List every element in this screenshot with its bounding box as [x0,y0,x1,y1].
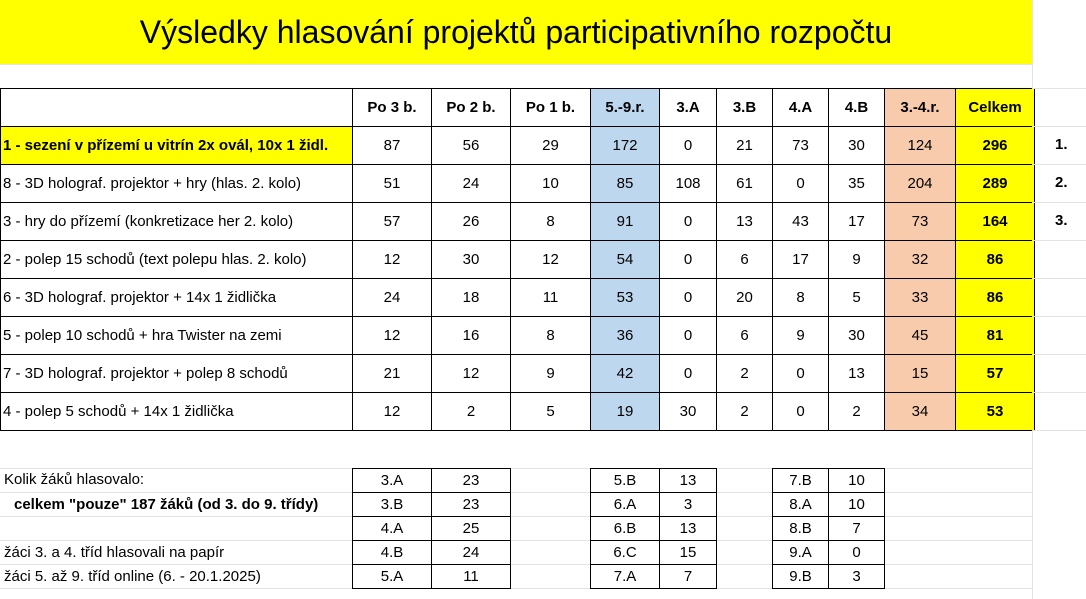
class-name: 9.B [773,565,829,589]
class-row [773,469,885,493]
project-name: 5 - polep 10 schodů + hra Twister na zemi [1,317,353,355]
value-cell: 21 [353,355,432,393]
voter-count: 15 [660,541,717,565]
gridline [1032,126,1086,127]
voter-count: 11 [432,565,511,589]
value-cell: 53 [956,393,1035,431]
class-row [591,565,717,589]
project-name: 4 - polep 5 schodů + 14x 1 židlička [1,393,353,431]
class-name: 7.A [591,565,660,589]
value-cell: 0 [660,355,717,393]
column-header: Po 3 b. [353,89,432,127]
project-name: 3 - hry do přízemí (konkretizace her 2. kolo) [1,203,353,241]
value-cell: 164 [956,203,1035,241]
column-header: 4.A [773,89,829,127]
rank-label: 3. [1055,212,1068,229]
value-cell: 0 [660,317,717,355]
class-row [591,517,717,541]
value-cell: 13 [717,203,773,241]
value-cell: 12 [353,317,432,355]
value-cell: 12 [432,355,511,393]
voter-count: 13 [660,469,717,493]
table-row [1,203,1035,241]
value-cell: 16 [432,317,511,355]
table-row [1,241,1035,279]
table-row [1,279,1035,317]
value-cell: 56 [432,127,511,165]
class-name: 6.A [591,493,660,517]
value-cell: 172 [591,127,660,165]
value-cell: 12 [511,241,591,279]
value-cell: 73 [773,127,829,165]
value-cell: 30 [432,241,511,279]
value-cell: 5 [511,393,591,431]
column-header: 5.-9.r. [591,89,660,127]
value-cell: 9 [773,317,829,355]
value-cell: 0 [660,241,717,279]
value-cell: 30 [660,393,717,431]
value-cell: 24 [432,165,511,203]
value-cell: 21 [717,127,773,165]
table-row [1,165,1035,203]
value-cell: 33 [885,279,956,317]
class-row [773,565,885,589]
voters-label: Kolik žáků hlasovalo: [4,471,145,488]
class-name: 3.B [353,493,432,517]
gridline [1032,392,1086,393]
class-name: 4.B [353,541,432,565]
class-row [353,565,511,589]
value-cell: 17 [773,241,829,279]
value-cell: 0 [773,393,829,431]
value-cell: 29 [511,127,591,165]
value-cell: 61 [717,165,773,203]
value-cell: 0 [773,165,829,203]
class-row [773,541,885,565]
column-header: Po 1 b. [511,89,591,127]
class-name: 3.A [353,469,432,493]
voter-count: 0 [829,541,885,565]
rank-label: 1. [1055,136,1068,153]
value-cell: 0 [660,279,717,317]
voter-count: 3 [829,565,885,589]
value-cell: 36 [591,317,660,355]
class-row [773,493,885,517]
class-name: 4.A [353,517,432,541]
value-cell: 2 [432,393,511,431]
class-row [353,541,511,565]
class-name: 7.B [773,469,829,493]
value-cell: 11 [511,279,591,317]
value-cell: 85 [591,165,660,203]
value-cell: 0 [660,203,717,241]
value-cell: 53 [591,279,660,317]
value-cell: 54 [591,241,660,279]
value-cell: 57 [956,355,1035,393]
value-cell: 15 [885,355,956,393]
class-name: 8.B [773,517,829,541]
column-header: 4.B [829,89,885,127]
gridline [1032,316,1086,317]
project-name: 8 - 3D holograf. projektor + hry (hlas. 2. kolo) [1,165,353,203]
class-name: 6.C [591,541,660,565]
value-cell: 124 [885,127,956,165]
column-header [1,89,353,127]
value-cell: 30 [829,317,885,355]
value-cell: 10 [511,165,591,203]
value-cell: 5 [829,279,885,317]
table-row [1,127,1035,165]
class-row [773,517,885,541]
table-row [1,317,1035,355]
value-cell: 42 [591,355,660,393]
value-cell: 13 [829,355,885,393]
gridline [1032,240,1086,241]
value-cell: 73 [885,203,956,241]
column-header: Po 2 b. [432,89,511,127]
value-cell: 34 [885,393,956,431]
value-cell: 24 [353,279,432,317]
value-cell: 12 [353,393,432,431]
value-cell: 9 [511,355,591,393]
gridline [1032,278,1086,279]
gridline [0,64,1032,65]
class-table-3 [772,468,885,589]
voter-count: 24 [432,541,511,565]
project-name: 1 - sezení v přízemí u vitrín 2x ovál, 10x 1 židl. [1,127,353,165]
value-cell: 0 [660,127,717,165]
voter-count: 13 [660,517,717,541]
value-cell: 6 [717,317,773,355]
value-cell: 108 [660,165,717,203]
value-cell: 43 [773,203,829,241]
value-cell: 2 [829,393,885,431]
value-cell: 35 [829,165,885,203]
gridline [1032,164,1086,165]
value-cell: 17 [829,203,885,241]
value-cell: 57 [353,203,432,241]
voters-total-note: celkem "pouze" 187 žáků (od 3. do 9. třídy) [14,496,319,513]
class-row [591,493,717,517]
value-cell: 8 [511,203,591,241]
project-name: 2 - polep 15 schodů (text polepu hlas. 2. kolo) [1,241,353,279]
class-table-1 [352,468,511,589]
value-cell: 289 [956,165,1035,203]
class-name: 5.A [353,565,432,589]
value-cell: 296 [956,127,1035,165]
class-name: 8.A [773,493,829,517]
class-row [353,469,511,493]
class-row [591,541,717,565]
column-header: 3.B [717,89,773,127]
column-header: 3.A [660,89,717,127]
project-name: 7 - 3D holograf. projektor + polep 8 schodů [1,355,353,393]
value-cell: 12 [353,241,432,279]
voter-count: 10 [829,493,885,517]
value-cell: 9 [829,241,885,279]
value-cell: 6 [717,241,773,279]
project-name: 6 - 3D holograf. projektor + 14x 1 židlička [1,279,353,317]
table-row [1,355,1035,393]
rank-label: 2. [1055,174,1068,191]
page-title: Výsledky hlasování projektů participativního rozpočtu [0,0,1032,64]
value-cell: 32 [885,241,956,279]
voter-count: 23 [432,493,511,517]
class-row [591,469,717,493]
value-cell: 2 [717,393,773,431]
value-cell: 45 [885,317,956,355]
class-table-2 [590,468,717,589]
value-cell: 86 [956,241,1035,279]
voter-count: 3 [660,493,717,517]
voter-count: 7 [660,565,717,589]
value-cell: 204 [885,165,956,203]
value-cell: 2 [717,355,773,393]
voter-count: 23 [432,469,511,493]
gridline [1032,354,1086,355]
voter-count: 25 [432,517,511,541]
class-name: 5.B [591,469,660,493]
value-cell: 8 [511,317,591,355]
column-header: Celkem [956,89,1035,127]
class-name: 6.B [591,517,660,541]
value-cell: 86 [956,279,1035,317]
gridline [1032,430,1086,431]
results-table [0,88,1035,431]
gridline [1032,202,1086,203]
column-header: 3.-4.r. [885,89,956,127]
value-cell: 8 [773,279,829,317]
paper-vote-note: žáci 3. a 4. tříd hlasovali na papír [4,544,225,561]
table-row [1,393,1035,431]
value-cell: 51 [353,165,432,203]
value-cell: 26 [432,203,511,241]
value-cell: 20 [717,279,773,317]
value-cell: 0 [773,355,829,393]
value-cell: 81 [956,317,1035,355]
class-row [353,517,511,541]
gridline [1032,88,1086,89]
value-cell: 19 [591,393,660,431]
class-row [353,493,511,517]
class-name: 9.A [773,541,829,565]
voter-count: 10 [829,469,885,493]
value-cell: 30 [829,127,885,165]
value-cell: 18 [432,279,511,317]
online-vote-note: žáci 5. až 9. tříd online (6. - 20.1.2025) [4,568,261,585]
voter-count: 7 [829,517,885,541]
value-cell: 91 [591,203,660,241]
value-cell: 87 [353,127,432,165]
table-header-row [1,89,1035,127]
